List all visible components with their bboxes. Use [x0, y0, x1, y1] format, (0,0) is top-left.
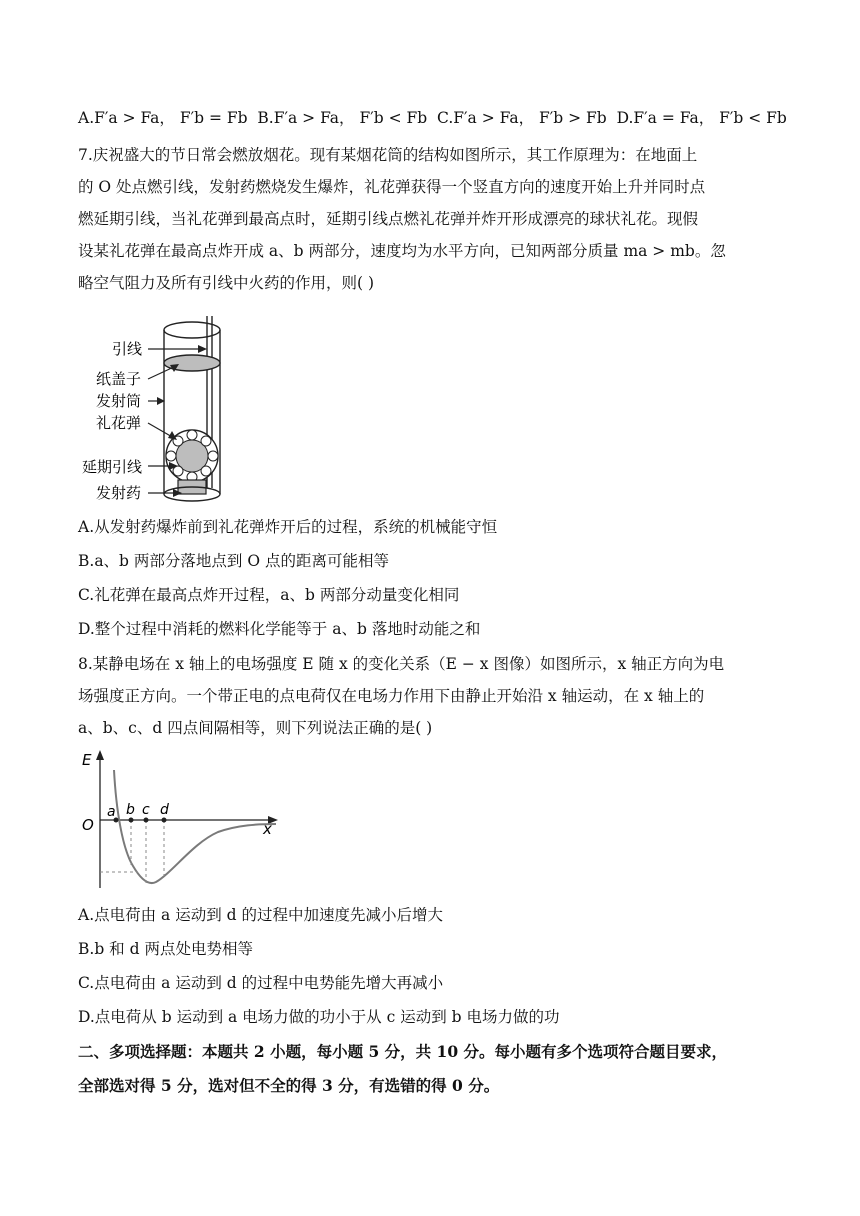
q7-line-4: 设某礼花弹在最高点炸开成 a、b 两部分，速度均为水平方向，已知两部分质量 ma > mb。忽: [78, 242, 726, 260]
q7-line-3: 燃延期引线，当礼花弹到最高点时，延期引线点燃礼花弹并炸开形成漂亮的球状礼花。现假: [78, 210, 699, 228]
section2-line-1: 二、多项选择题：本题共 2 小题，每小题 5 分，共 10 分。每小题有多个选项符合题目要求，: [78, 1042, 728, 1061]
q7-option-c: C.礼花弹在最高点炸开过程，a、b 两部分动量变化相同: [78, 586, 460, 604]
label-fuse: 引线: [112, 340, 143, 358]
label-launch-tube: 发射筒: [96, 392, 142, 410]
origin-label: O: [82, 816, 94, 834]
prev-option-d: D.F′a = Fa， F′b < Fb: [616, 109, 787, 127]
point-c-label: c: [142, 802, 150, 818]
prev-option-c: C.F′a > Fa， F′b > Fb: [437, 109, 607, 127]
x-axis-label: x: [263, 820, 272, 838]
q7-line-5: 略空气阻力及所有引线中火药的作用，则( ): [78, 274, 375, 292]
q7-line-1: 7.庆祝盛大的节日常会燃放烟花。现有某烟花筒的结构如图所示，其工作原理为：在地面上: [78, 146, 698, 164]
prev-option-a: A.F′a > Fa， F′b = Fb: [78, 109, 248, 127]
prev-options-row: [78, 108, 787, 128]
q8-option-b: B.b 和 d 两点处电势相等: [78, 940, 253, 958]
section2-line-2: 全部选对得 5 分，选对但不全的得 3 分，有选错的得 0 分。: [78, 1076, 500, 1095]
e-x-graph: [78, 748, 288, 893]
label-paper-cap: 纸盖子: [96, 370, 142, 388]
prev-option-b: B.F′a > Fa， F′b < Fb: [257, 109, 428, 127]
q8-line-1: 8.某静电场在 x 轴上的电场强度 E 随 x 的变化关系（E − x 图像）如图所示，x 轴正方向为电: [78, 655, 725, 673]
label-propellant: 发射药: [96, 484, 142, 502]
q7-line-2: 的 O 处点燃引线，发射药燃烧发生爆炸，礼花弹获得一个竖直方向的速度开始上升并同时点: [78, 178, 706, 196]
firework-tube-figure: [78, 316, 258, 508]
q8-line-3: a、b、c、d 四点间隔相等，则下列说法正确的是( ): [78, 719, 433, 737]
point-a-label: a: [107, 804, 116, 820]
label-delay-fuse: 延期引线: [82, 458, 143, 476]
q8-option-c: C.点电荷由 a 运动到 d 的过程中电势能先增大再减小: [78, 974, 444, 992]
point-b-label: b: [126, 802, 135, 818]
q7-option-d: D.整个过程中消耗的燃料化学能等于 a、b 落地时动能之和: [78, 620, 481, 638]
q7-option-b: B.a、b 两部分落地点到 O 点的距离可能相等: [78, 552, 389, 570]
y-axis-label: E: [82, 751, 92, 769]
q8-line-2: 场强度正方向。一个带正电的点电荷仅在电场力作用下由静止开始沿 x 轴运动，在 x 轴上的: [78, 687, 705, 705]
q8-option-a: A.点电荷由 a 运动到 d 的过程中加速度先减小后增大: [78, 906, 443, 924]
q8-option-d: D.点电荷从 b 运动到 a 电场力做的功小于从 c 运动到 b 电场力做的功: [78, 1008, 560, 1026]
label-shell: 礼花弹: [96, 414, 142, 432]
q7-option-a: A.从发射药爆炸前到礼花弹炸开后的过程，系统的机械能守恒: [78, 518, 498, 536]
point-d-label: d: [160, 802, 169, 818]
